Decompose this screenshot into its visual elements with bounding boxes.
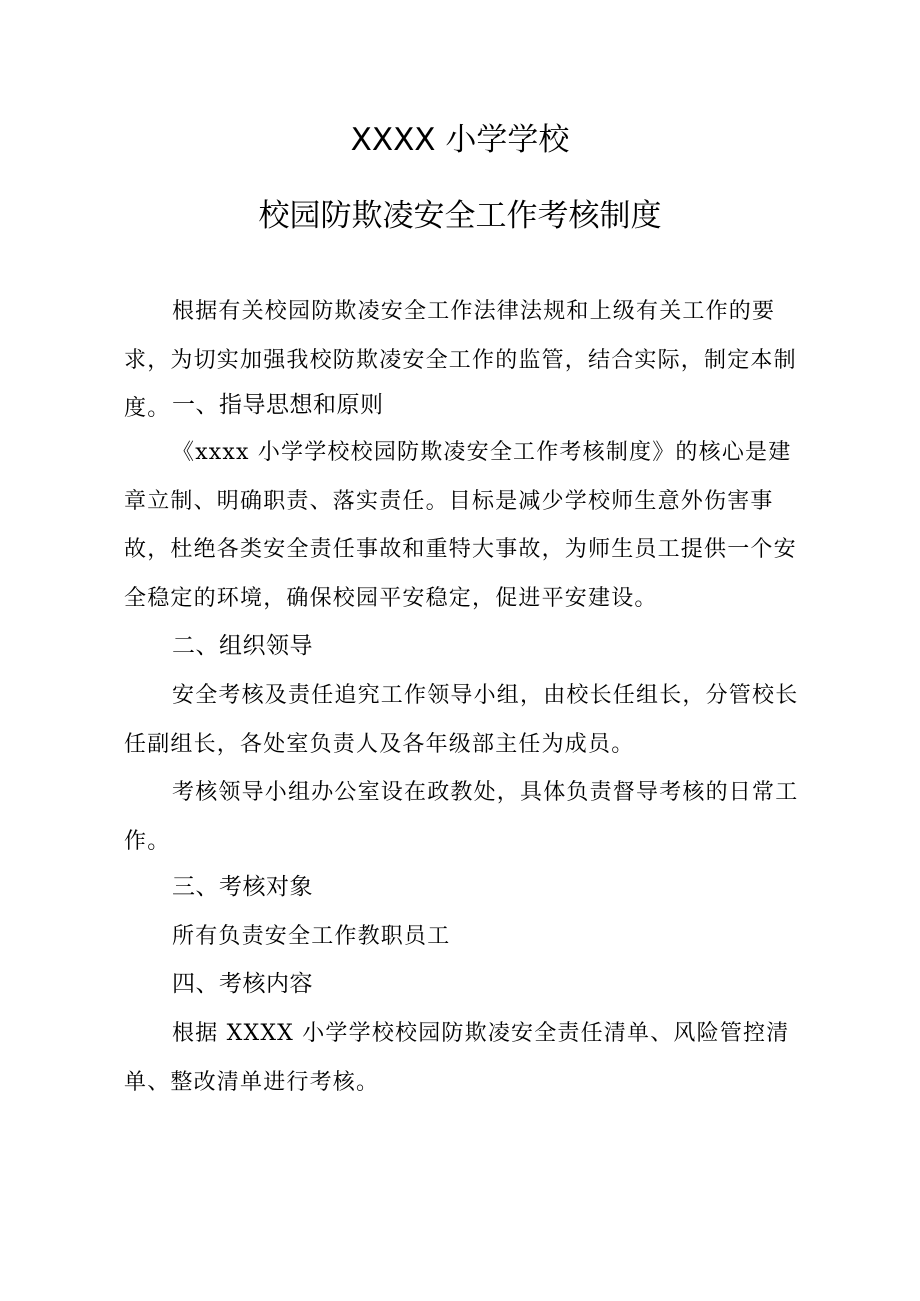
section-paragraph-leadership-group: 安全考核及责任追究工作领导小组，由校长任组长，分管校长任副组长，各处室负责人及各年级部主任为成员。 [124,683,799,757]
section-heading-assessment-target: 三、考核对象 [172,874,313,900]
section-heading-guiding-principles: 一、指导思想和原则 [172,392,384,418]
section-paragraph-assessment-content: 根据 XXXX 小学学校校园防欺凌安全责任清单、风险管控清单、整改清单进行考核。 [124,1021,790,1095]
document-title-school: XXXX 小学学校 [350,122,570,158]
section-heading-organization: 二、组织领导 [172,633,313,659]
document-title-system: 校园防欺凌安全工作考核制度 [258,198,662,234]
section-paragraph-assessment-target: 所有负责安全工作教职员工 [172,924,451,949]
section-heading-assessment-content: 四、考核内容 [172,971,313,997]
section-paragraph-office: 考核领导小组办公室设在政教处，具体负责督导考核的日常工作。 [124,780,799,854]
intro-paragraph: 根据有关校园防欺凌安全工作法律法规和上级有关工作的要求，为切实加强我校防欺凌安全工作的监管，结合实际，制定本制度。 [124,299,797,421]
section-paragraph-guiding-principles: 《xxxx 小学学校校园防欺凌安全工作考核制度》的核心是建章立制、明确职责、落实责任。目标是减少学校师生意外伤害事故，杜绝各类安全责任事故和重特大事故，为师生员工提供一个安全稳定的环境，确保校园平安稳定，促进平安建设。 [124,440,797,611]
